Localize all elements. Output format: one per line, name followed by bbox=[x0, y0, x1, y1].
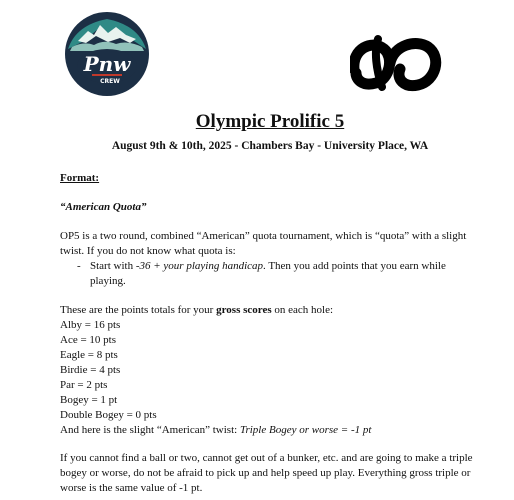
american-twist bbox=[60, 423, 480, 438]
twist-em: Triple Bogey or worse = -1 pt bbox=[239, 424, 372, 436]
bullet-text-em: -36 + your playing handicap bbox=[135, 260, 264, 272]
points-item: Alby = 16 pts bbox=[60, 319, 121, 331]
twist-pre: And here is the slight “American” twist: bbox=[60, 424, 240, 436]
quota-bullet bbox=[60, 259, 480, 289]
format-name: “American Quota” bbox=[60, 201, 147, 213]
points-item: Bogey = 1 pt bbox=[60, 394, 118, 406]
logo-crew-text: CREW bbox=[100, 78, 120, 85]
logo-brand-text: Pnw bbox=[83, 52, 131, 76]
pnw-crew-logo bbox=[64, 11, 150, 97]
event-subtitle: August 9th & 10th, 2025 - Chambers Bay - University Place, WA bbox=[111, 140, 429, 152]
document-body bbox=[60, 110, 480, 496]
points-list bbox=[60, 318, 480, 423]
points-item: Par = 2 pts bbox=[60, 379, 108, 391]
points-intro-pre: These are the points totals for your bbox=[60, 304, 217, 316]
points-item: Birdie = 4 pts bbox=[60, 364, 121, 376]
format-heading: Format: bbox=[60, 172, 100, 184]
pickup-note: If you cannot find a ball or two, cannot get out of a bunker, etc. and are going to make a triple bogey or worse, do not be afraid to pick up and help speed up play. Everything gross triple or worse is the same value of -1 pt. bbox=[60, 452, 473, 494]
op-logo bbox=[350, 33, 442, 93]
points-intro-post: on each hole: bbox=[271, 304, 334, 316]
bullet-dash: - bbox=[77, 260, 81, 272]
points-item: Ace = 10 pts bbox=[60, 334, 116, 346]
points-item: Eagle = 8 pts bbox=[60, 349, 118, 361]
bullet-text-post: . Then you add points that you earn while playing. bbox=[90, 260, 446, 287]
points-item: Double Bogey = 0 pts bbox=[60, 409, 157, 421]
bullet-text-pre: Start with bbox=[90, 260, 136, 272]
format-intro: OP5 is a two round, combined “American” quota tournament, which is “quota” with a slight twist. If you do not know what quota is: bbox=[60, 230, 467, 257]
points-intro-bold: gross scores bbox=[216, 304, 272, 316]
points-intro bbox=[60, 303, 480, 318]
event-title: Olympic Prolific 5 bbox=[195, 111, 345, 132]
